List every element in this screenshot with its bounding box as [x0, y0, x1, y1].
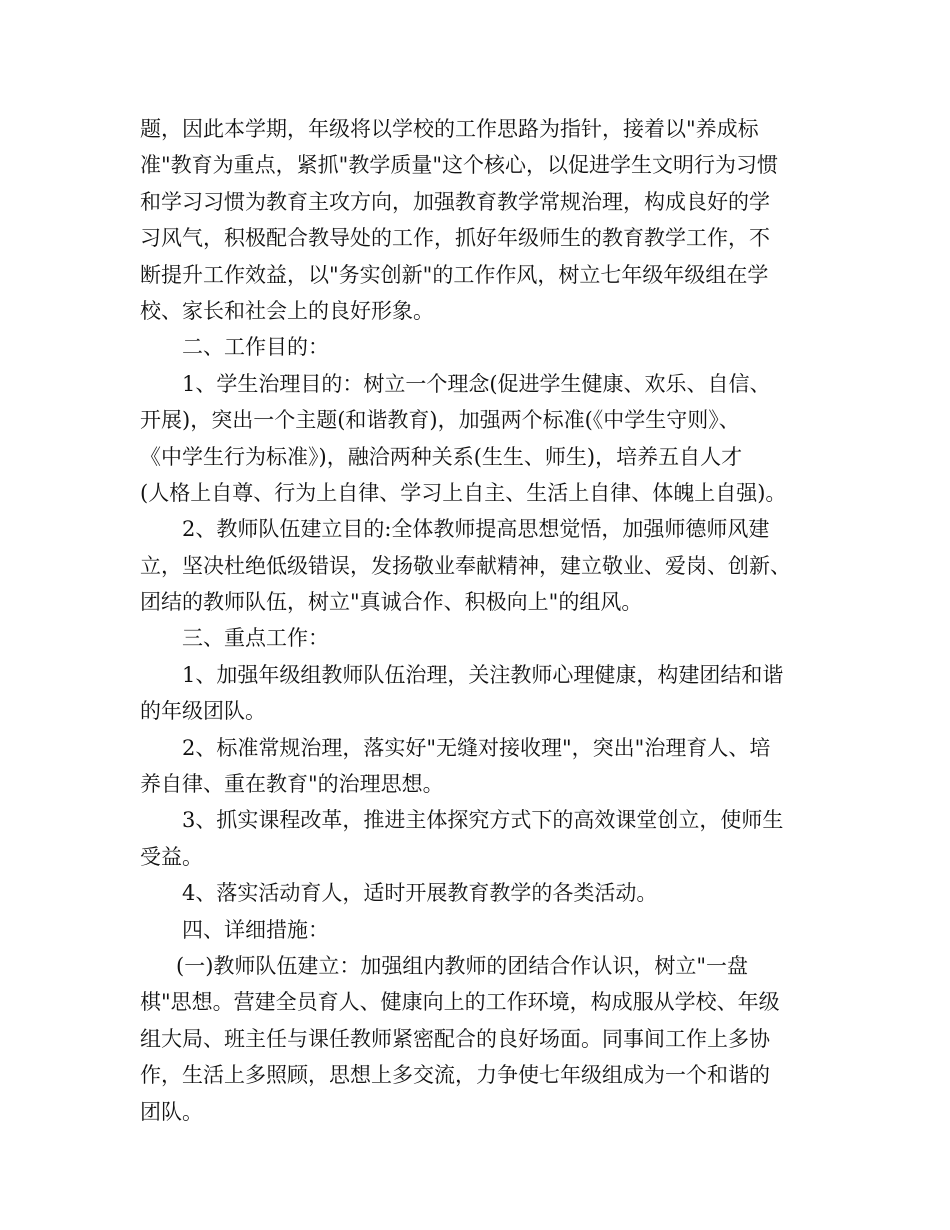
section-heading: 四、详细措施：: [182, 917, 329, 942]
section-heading: 三、重点工作：: [182, 626, 329, 651]
text-line: 2、教师队伍建立目的:全体教师提高思想觉悟，加强师德师风建: [182, 517, 770, 542]
text-line: 校、家长和社会上的良好形象。: [140, 298, 434, 323]
text-line: 《中学生行为标准》)，融洽两种关系(生生、师生)，培养五自人才: [140, 444, 743, 469]
text-line: 开展)，突出一个主题(和谐教育)，加强两个标准(《中学生守则》、: [140, 408, 740, 433]
document-body: [140, 111, 830, 1130]
text-line: 组大局、班主任与课任教师紧密配合的良好场面。同事间工作上多协: [140, 1026, 770, 1051]
text-line: 习风气，积极配合教导处的工作，抓好年级师生的教育教学工作，不: [140, 226, 770, 251]
text-line: 养自律、重在教育"的治理思想。: [140, 772, 444, 797]
text-line: 准"教育为重点，紧抓"教学质量"这个核心，以促进学生文明行为习惯: [140, 153, 778, 178]
text-line: 作，生活上多照顾，思想上多交流，力争使七年级组成为一个和谐的: [140, 1063, 770, 1088]
text-line: 团结的教师队伍，树立"真诚合作、积极向上"的组风。: [140, 590, 643, 615]
text-line: 和学习习惯为教育主攻方向，加强教育教学常规治理，构成良好的学: [140, 189, 770, 214]
section-heading: 二、工作目的：: [182, 335, 329, 360]
text-line: 立，坚决杜绝低级错误，发扬敬业奉献精神，建立敬业、爱岗、创新、: [140, 553, 791, 578]
text-line: 1、加强年级组教师队伍治理，关注教师心理健康，构建团结和谐: [182, 662, 784, 687]
text-line: 受益。: [140, 844, 203, 869]
text-line: (一)教师队伍建立：加强组内教师的团结合作认识，树立"一盘: [176, 953, 749, 978]
text-line: 的年级团队。: [140, 699, 266, 724]
text-line: 1、学生治理目的：树立一个理念(促进学生健康、欢乐、自信、: [182, 371, 771, 396]
text-line: 团队。: [140, 1099, 203, 1124]
text-line: 3、抓实课程改革，推进主体探究方式下的高效课堂创立，使师生: [182, 808, 784, 833]
text-line: 棋"思想。营建全员育人、健康向上的工作环境，构成服从学校、年级: [140, 990, 780, 1015]
text-line: 2、标准常规治理，落实好"无缝对接收理"，突出"治理育人、培: [182, 735, 771, 760]
text-line: 题，因此本学期，年级将以学校的工作思路为指针，接着以"养成标: [140, 117, 759, 141]
text-line: (人格上自尊、行为上自律、学习上自主、生活上自律、体魄上自强)。: [140, 480, 787, 505]
text-line: 4、落实活动育人，适时开展教育教学的各类活动。: [182, 881, 658, 906]
text-line: 断提升工作效益，以"务实创新"的工作作风，树立七年级年级组在学: [140, 262, 769, 287]
